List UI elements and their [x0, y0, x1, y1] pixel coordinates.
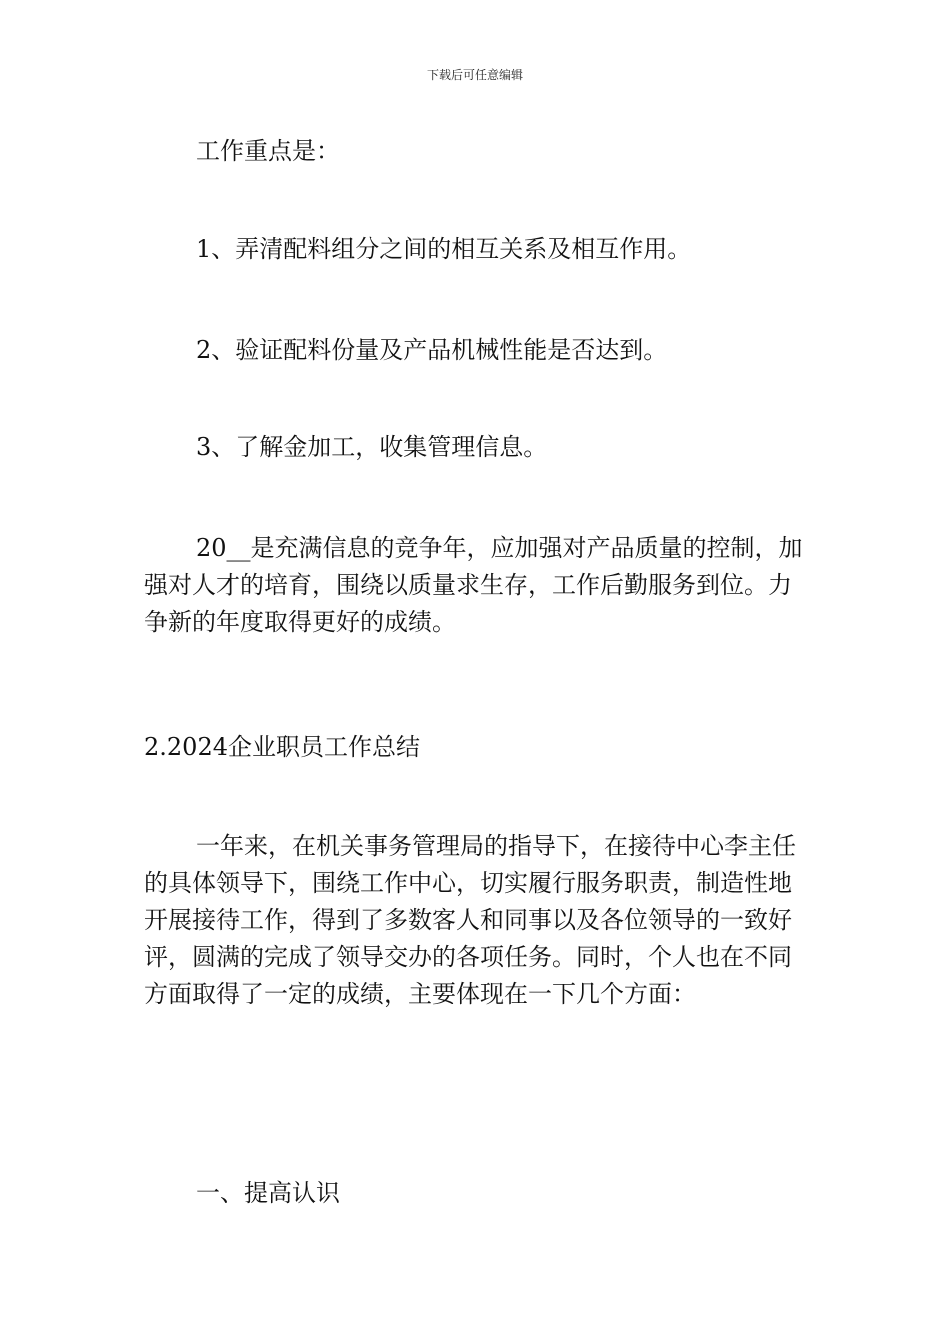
subheading-raise-awareness: 一、提高认识	[196, 1179, 340, 1207]
paragraph-work-focus: 工作重点是：	[196, 137, 340, 165]
paragraph-annual-review: 一年来，在机关事务管理局的指导下，在接待中心李主任的具体领导下，围绕工作中心，切实履行服务职责，制造性地开展接待工作，得到了多数客人和同事以及各位领导的一致好评，圆满的完成了领导交办的各项任务。同时，个人也在不同方面取得了一定的成绩，主要体现在一下几个方面：	[144, 832, 796, 1008]
page-header-note: 下载后可任意编辑	[426, 68, 523, 82]
section-heading: 2.2024企业职员工作总结	[144, 733, 420, 761]
list-item-1: 1、弄清配料组分之间的相互关系及相互作用。	[196, 235, 692, 263]
list-item-2: 2、验证配料份量及产品机械性能是否达到。	[196, 336, 668, 364]
paragraph-year-summary: 20__是充满信息的竞争年，应加强对产品质量的控制，加强对人才的培育，围绕以质量求生存，工作后勤服务到位。力争新的年度取得更好的成绩。	[144, 534, 803, 636]
list-item-3: 3、了解金加工，收集管理信息。	[196, 433, 548, 461]
